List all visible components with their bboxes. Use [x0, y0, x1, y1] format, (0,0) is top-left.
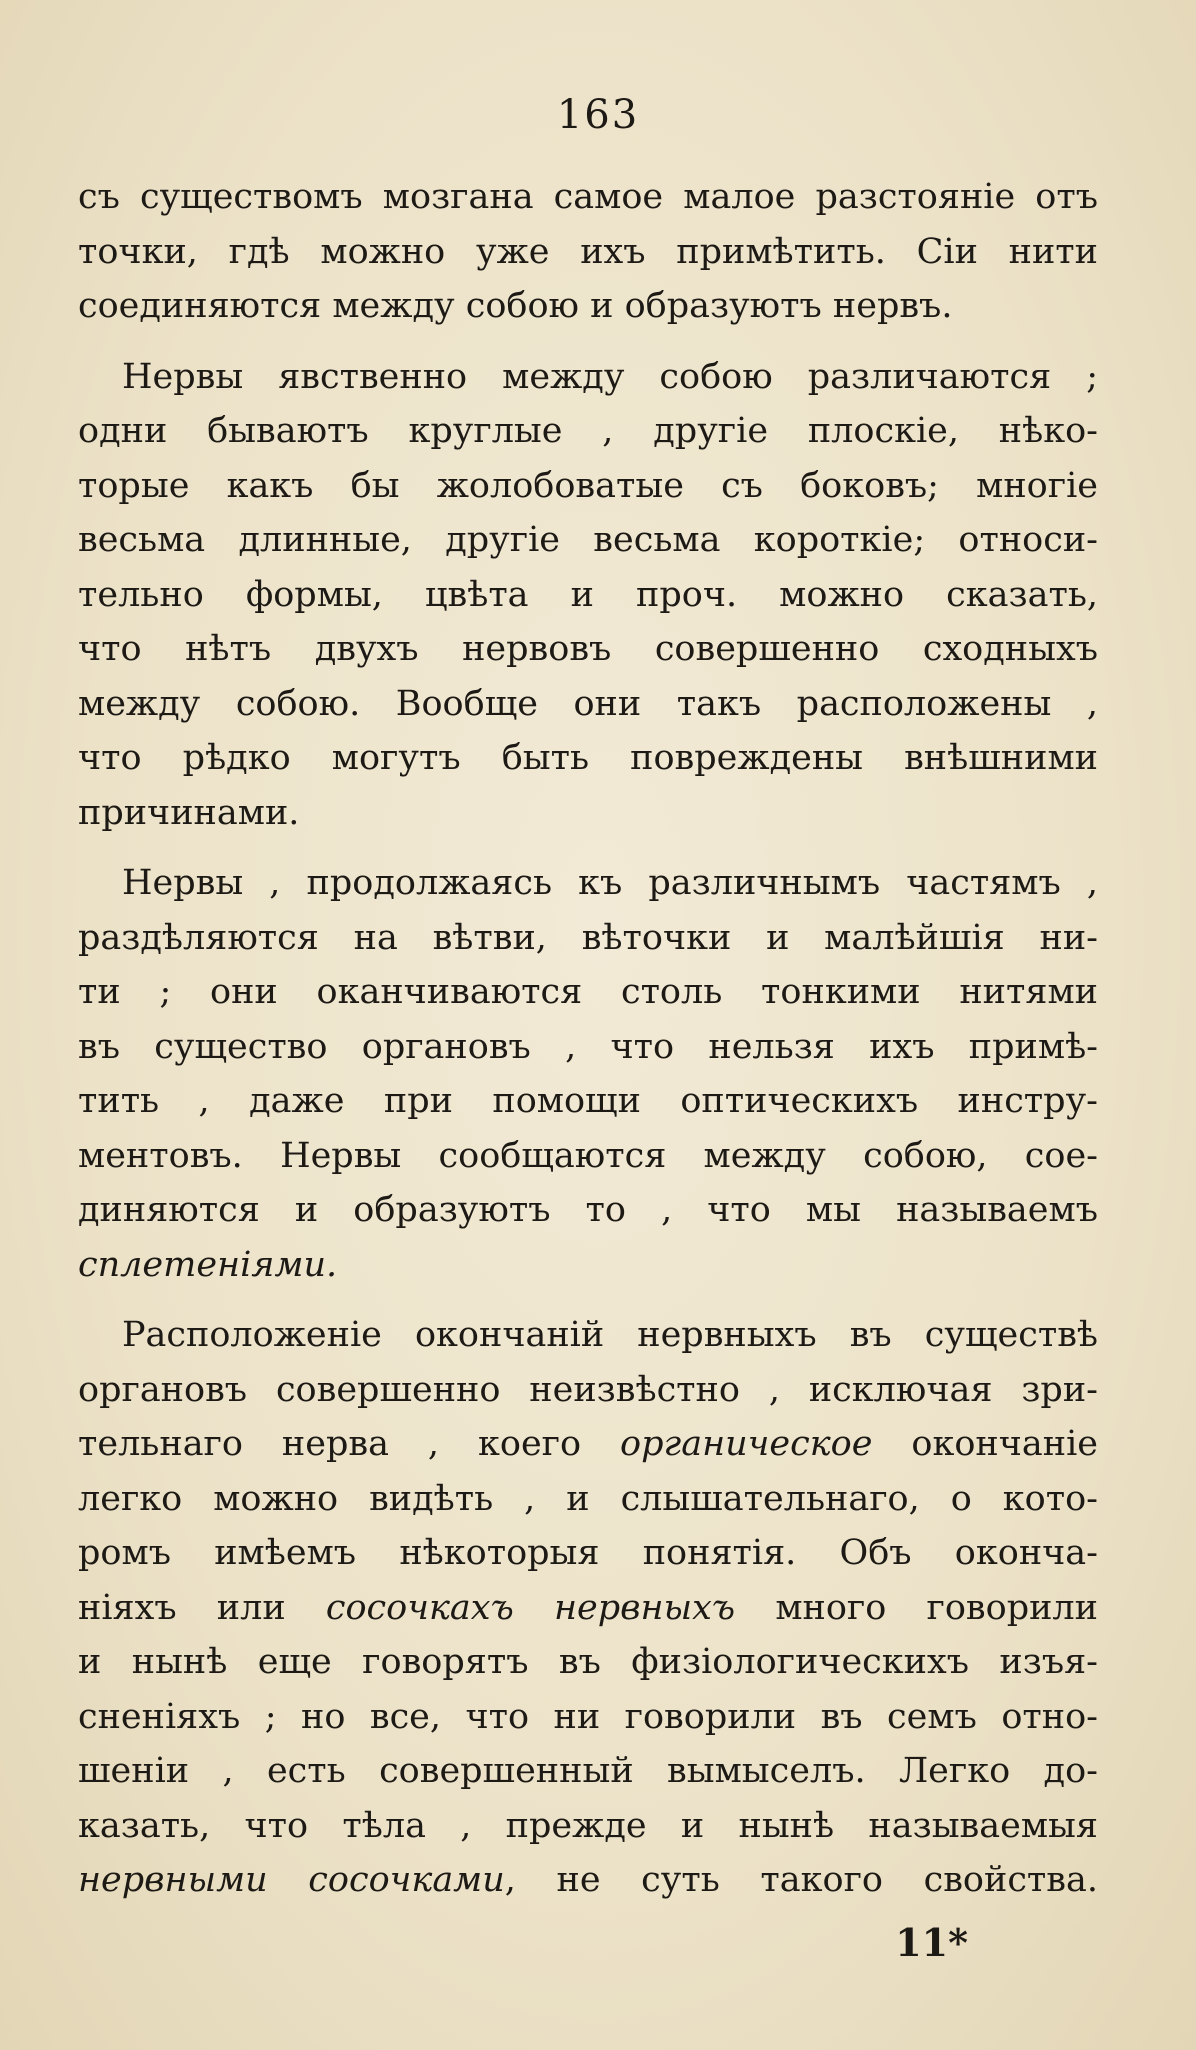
text-segment: окончаніе — [872, 1424, 1098, 1464]
text-line: тельно формы, цвѣта и проч. можно сказать, — [78, 574, 1098, 615]
italic-term: нервными сосочками — [78, 1860, 505, 1900]
text-line: казать, что тѣла , прежде и нынѣ называемыя — [78, 1805, 1098, 1846]
text-segment: много говорили — [735, 1587, 1098, 1628]
text-line: между собою. Вообще они такъ расположены , — [78, 683, 1098, 724]
text-line: причинами. — [78, 792, 300, 833]
paragraph-4 — [78, 1308, 1098, 1908]
paragraph-2 — [78, 350, 1098, 841]
text-line: ментовъ. Нервы сообщаются между собою, сое- — [78, 1135, 1098, 1176]
italic-term: органическое — [620, 1424, 873, 1464]
text-line: съ существомъ мозгана самое малое разстояніе отъ — [78, 177, 1098, 217]
page-number: 163 — [556, 92, 640, 138]
text-line: ромъ имѣемъ нѣкоторыя понятія. Объ оконча- — [78, 1533, 1098, 1573]
text-line: Нервы , продолжаясь къ различнымъ частямъ , — [122, 863, 1098, 903]
text-line: Нервы явственно между собою различаются ; — [122, 356, 1098, 397]
text-line: тить , даже при помощи оптическихъ инстру- — [78, 1081, 1098, 1121]
text-line: въ существо органовъ , что нельзя ихъ примѣ- — [78, 1026, 1098, 1067]
text-line: шеніи , есть совершенный вымыселъ. Легко до- — [78, 1751, 1098, 1791]
text-line — [78, 1417, 1098, 1472]
text-segment: тельнаго нерва , коего — [78, 1424, 621, 1464]
text-line: соединяются между собою и образуютъ нервъ. — [78, 286, 953, 326]
text-line: ти ; они оканчиваются столь тонкими нитями — [78, 972, 1098, 1012]
signature-mark: 11* — [895, 1920, 968, 1965]
paragraph-1 — [78, 170, 1098, 334]
body-text — [78, 170, 1098, 1924]
text-line: диняются и образуютъ то , что мы называемъ — [78, 1190, 1098, 1230]
text-line: точки, гдѣ можно уже ихъ примѣтить. Сіи нити — [78, 231, 1098, 272]
text-line: Расположеніе окончаній нервныхъ въ существѣ — [122, 1315, 1098, 1355]
text-line — [78, 1853, 1098, 1908]
text-line: что нѣтъ двухъ нервовъ совершенно сходныхъ — [78, 629, 1098, 669]
text-line: что рѣдко могутъ быть повреждены внѣшними — [78, 738, 1098, 778]
text-line — [78, 1581, 1098, 1636]
italic-term: сосочкахъ нервныхъ — [325, 1587, 736, 1628]
text-segment: ніяхъ или — [78, 1587, 326, 1628]
text-line: органовъ совершенно неизвѣстно , исключая зри- — [78, 1369, 1098, 1410]
text-line: сненіяхъ ; но все, что ни говорили въ семъ отно- — [78, 1696, 1098, 1737]
text-line: и нынѣ еще говорятъ въ физіологическихъ изъя- — [78, 1642, 1098, 1682]
text-line: весьма длинные, другіе весьма короткіе; относи- — [78, 520, 1098, 560]
text-line: легко можно видѣть , и слышательнаго, о кото- — [78, 1478, 1098, 1519]
text-line: торые какъ бы жолобоватые съ боковъ; многіе — [78, 465, 1098, 506]
text-line: одни бываютъ круглые , другіе плоскіе, нѣко- — [78, 411, 1098, 451]
text-line — [78, 1238, 1098, 1293]
text-segment: , не суть такого свойства. — [504, 1860, 1098, 1900]
paragraph-3 — [78, 856, 1098, 1292]
text-line: раздѣляются на вѣтви, вѣточки и малѣйшія ни- — [78, 917, 1098, 958]
italic-term: сплетеніями. — [78, 1244, 338, 1285]
